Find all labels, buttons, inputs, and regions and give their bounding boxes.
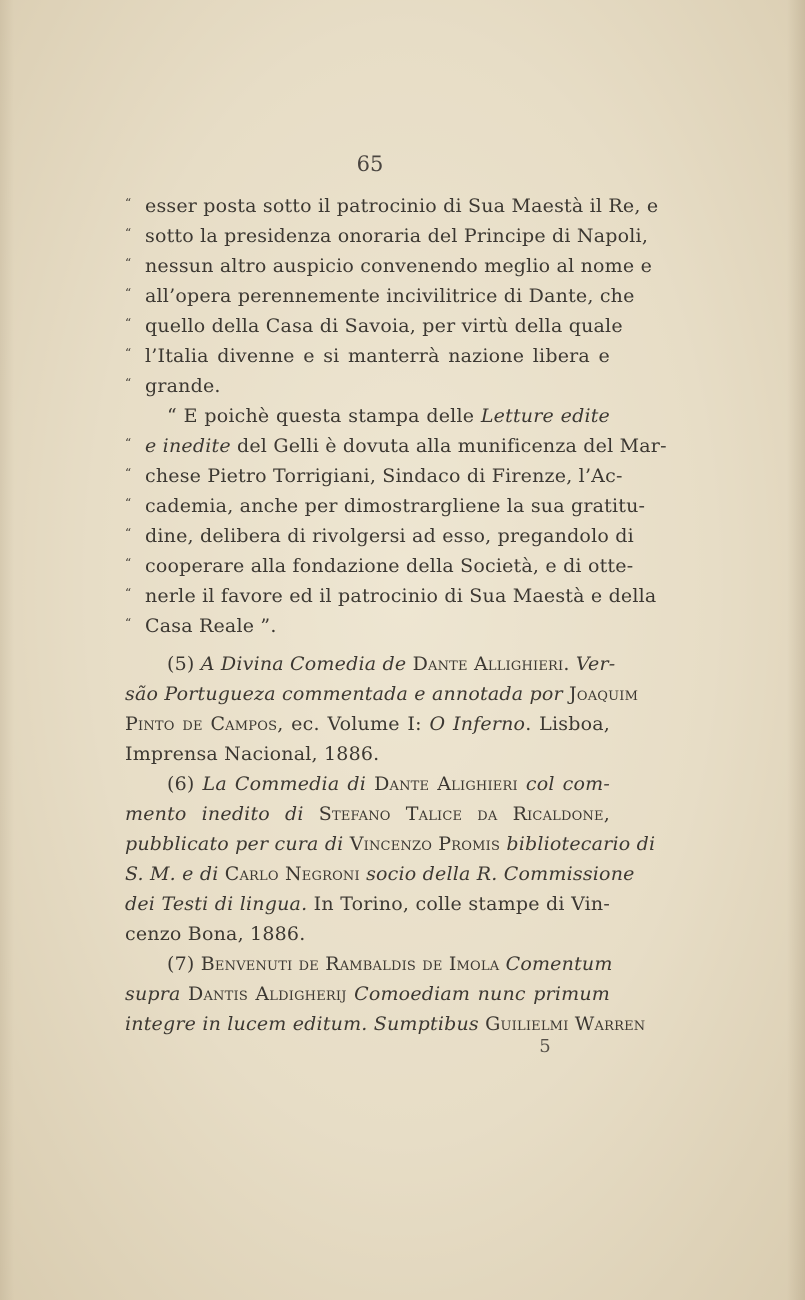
quote-mark: “ [125,226,132,240]
italic-title: O Inferno [429,713,526,735]
author-name: Dante Allighieri [412,653,564,675]
line-text [167,769,610,799]
line-text [167,649,616,679]
italic-title: Comoediam nunc primum [354,983,610,1005]
italic-title: pubblicato per cura di [125,833,344,855]
footnote-number: (7) [167,953,201,975]
footnote-number: (5) [167,653,201,675]
quote-mark: “ [125,526,132,540]
line-text [145,431,667,461]
quote-mark: “ [125,286,132,300]
footnote-7-line [125,949,613,979]
italic-title: bibliotecario di [506,833,656,855]
line-text: cenzo Bona, 1886. [125,923,306,945]
line-text: Casa Reale ”. [145,615,277,637]
line-text: cademia, anche per dimostrargliene la sua gratitu- [145,495,646,517]
footnote-5-line [125,739,610,769]
punctuation: , [603,803,610,825]
line-text [125,679,639,709]
footnote-5-line [125,709,610,739]
text-line [125,371,610,401]
quote-mark: “ [125,196,132,210]
space [347,983,354,1005]
text-line [125,581,657,611]
author-name: Dantis Aldigherij [188,983,347,1005]
line-text [125,859,635,889]
italic-title: S. M. e di [125,863,219,885]
text-line [125,431,667,461]
line-text [125,709,610,739]
quote-mark: “ [125,556,132,570]
text-line [125,611,610,641]
author-name: Guilielmi Warren [485,1013,646,1035]
footnote-6-line [125,799,610,829]
footnote-6-line [125,889,610,919]
line-text [125,889,610,919]
author-name: Dante Alighieri [374,773,518,795]
text-line [125,341,610,371]
quote-mark: “ [125,436,132,450]
text-line [125,251,653,281]
text-line [125,401,610,431]
text-line [125,551,634,581]
space [304,803,319,825]
italic-title: integre in lucem editum. Sumptibus [125,1013,479,1035]
line-text [125,979,610,1009]
line-text-part: del Gelli è dovuta alla munificenza del Mar- [230,435,667,457]
italic-title: Comentum [505,953,613,975]
italic-title: e inedite [145,435,231,457]
italic-title: socio della R. Commissione [366,863,635,885]
text-line [125,281,635,311]
line-text: dine, delibera di rivolgersi ad esso, pregandolo di [145,525,634,547]
italic-title: Letture edite [480,405,610,427]
quote-mark: “ [125,376,132,390]
author-name: Stefano Talice da Ricaldone [318,803,604,825]
author-name: Joaquim [569,683,639,705]
footnote-7-line [125,979,610,1009]
quote-mark: “ [125,256,132,270]
line-text: l’Italia divenne e si manterrà nazione libera e [145,345,610,367]
italic-title: La Commedia di [202,773,367,795]
line-text: nessun altro auspicio convenendo meglio al nome e [145,255,653,277]
italic-title: Ver- [575,653,616,675]
page-edge-right [787,0,805,1300]
footnote-5-line [125,679,639,709]
quote-mark: “ [125,586,132,600]
footnote-6-line [125,919,610,949]
line-text-part: . Lisboa, [525,713,610,735]
space [181,983,188,1005]
quote-mark: “ [125,496,132,510]
signature-mark: 5 [539,1036,551,1057]
line-text: Imprensa Nacional, 1886. [125,743,380,765]
page-edge-left [0,0,14,1300]
italic-title: dei Testi di lingua. [125,893,308,915]
line-text: grande. [145,375,221,397]
line-text: chese Pietro Torrigiani, Sindaco di Firenze, l’Ac- [145,465,623,487]
line-text: sotto la presidenza onoraria del Principe di Napoli, [145,225,649,247]
page-number: 65 [356,152,384,176]
line-text: nerle il favore ed il patrocinio di Sua Maestà e della [145,585,657,607]
text-line [125,191,659,221]
line-text: quello della Casa di Savoia, per virtù della quale [145,315,623,337]
quote-mark: “ [125,616,132,630]
text-line [125,221,649,251]
line-text [125,799,610,829]
footnote-6-line [125,859,635,889]
punctuation: . [563,653,576,675]
text-line [125,311,623,341]
footnote-5-line [125,649,616,679]
line-text-part: In Torino, colle stampe di Vin- [307,893,610,915]
quote-mark: “ [125,316,132,330]
text-line [125,461,623,491]
space [366,773,374,795]
line-text [167,949,613,979]
footnote-7-line [125,1009,646,1039]
quote-mark: “ [125,346,132,360]
text-line [125,521,634,551]
author-name: Carlo Negroni [224,863,360,885]
line-text [167,401,610,431]
author-name: Benvenuti de Rambaldis de Imola [200,953,500,975]
text-line [125,491,646,521]
author-name: Pinto de Campos [125,713,278,735]
line-text [125,829,656,859]
italic-title: supra [125,983,181,1005]
author-name: Vincenzo Promis [349,833,501,855]
space [518,773,526,795]
line-text: esser posta sotto il patrocinio di Sua Maestà il Re, e [145,195,659,217]
quote-mark: “ [125,466,132,480]
italic-title: A Divina Comedia de [200,653,407,675]
line-text-part: , ec. Volume I: [277,713,430,735]
footnote-number: (6) [167,773,203,795]
italic-title: col com- [525,773,610,795]
line-text: all’opera perennemente incivilitrice di Dante, che [145,285,635,307]
italic-title: mento inedito di [125,803,304,825]
footnote-6-line [125,829,656,859]
italic-title: são Portugueza commentada e annotada por [125,683,563,705]
footnote-6-line [125,769,610,799]
line-text: cooperare alla fondazione della Società, e di otte- [145,555,634,577]
line-text-part: “ E poichè questa stampa delle [167,405,481,427]
line-text [125,1009,646,1039]
